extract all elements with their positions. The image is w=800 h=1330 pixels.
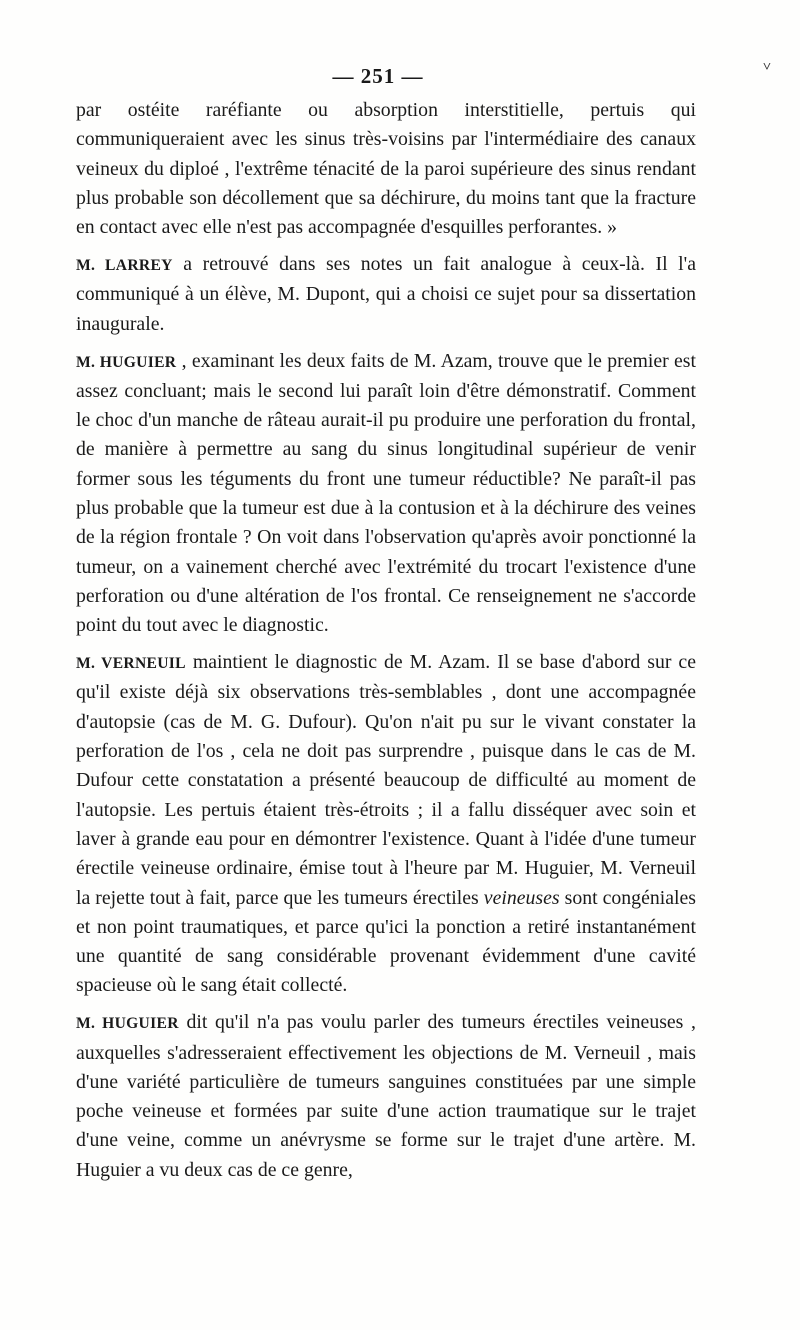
- corner-mark: ˅: [763, 60, 771, 75]
- paragraph-2-text: a retrouvé dans ses notes un fait analogue à ceux-là. Il l'a communiqué à un élève, M. Dupont, qui a choisi ce sujet pour sa dissertation inaugurale.: [76, 253, 696, 335]
- speaker-name: M. HUGUIER: [76, 353, 177, 371]
- text-body: [76, 96, 696, 1185]
- paragraph-3: [76, 347, 696, 641]
- paragraph-4-text-before: maintient le diagnostic de M. Azam. Il se base d'abord sur ce qu'il existe déjà six observations très-semblables , dont une accompagnée d'autopsie (cas de M. G. Dufour). Qu'on n'ait pu sur le vivant constater la perforation de l'os , cela ne doit pas surprendre , puisque dans le cas de M. Dufour cette constatation a présenté beaucoup de difficulté au moment de l'autopsie. Les pertuis étaient très-étroits ; il a fallu disséquer avec soin et laver à grande eau pour en démontrer l'existence. Quant à l'idée d'une tumeur érectile veineuse ordinaire, émise tout à l'heure par M. Huguier, M. Verneuil la rejette tout à fait, parce que les tumeurs érectiles: [76, 651, 696, 909]
- paragraph-4-text-after: sont congéniales et non point traumatiques, et parce qu'ici la ponction a retiré instantanément une quantité de sang considérable provenant évidemment d'une cavité spacieuse où le sang était collecté.: [76, 886, 696, 997]
- speaker-name: M. LARREY: [76, 257, 173, 275]
- speaker-name: M. HUGUIER: [76, 1015, 179, 1033]
- paragraph-5-text: dit qu'il n'a pas voulu parler des tumeurs érectiles veineuses , auxquelles s'adresseraient effectivement les objections de M. Verneuil , mais d'une variété particulière de tumeurs sanguines constituées par une simple poche veineuse et formées par suite d'une action traumatique sur le trajet d'une veine, comme un anévrysme se forme sur le trajet d'une artère. M. Huguier a vu deux cas de ce genre,: [76, 1011, 696, 1181]
- paragraph-1: [76, 96, 696, 242]
- paragraph-2: [76, 250, 696, 339]
- paragraph-3-text: , examinant les deux faits de M. Azam, trouve que le premier est assez concluant; mais le second lui paraît loin d'être démonstratif. Comment le choc d'un manche de râteau aurait-il pu produire une perforation du frontal, de manière à permettre au sang du sinus longitudinal supérieur de venir former sous les téguments du front une tumeur réductible? Ne paraît-il pas plus probable que la tumeur est due à la contusion et à la déchirure des veines de la région frontale ? On voit dans l'observation qu'après avoir ponctionné la tumeur, on a vainement cherché avec l'extrémité du trocart l'existence d'une perforation ou d'une altération de l'os frontal. Ce renseignement ne s'accorde point du tout avec le diagnostic.: [76, 349, 697, 637]
- speaker-name: M. VERNEUIL: [76, 655, 186, 673]
- paragraph-5: [76, 1008, 696, 1185]
- paragraph-4: [76, 648, 696, 1001]
- page-number: — 251 —: [332, 64, 424, 88]
- paragraph-1-text: par ostéite raréfiante ou absorption interstitielle, pertuis qui communiqueraient avec les sinus très-voisins par l'intermédiaire des canaux veineux du diploé , l'extrême ténacité de la paroi supérieure des sinus rendant plus probable son décollement que sa déchirure, du moins tant que la fracture en contact avec elle n'est pas accompagnée d'esquilles perforantes. »: [76, 99, 696, 239]
- italic-term: veineuses: [483, 886, 560, 909]
